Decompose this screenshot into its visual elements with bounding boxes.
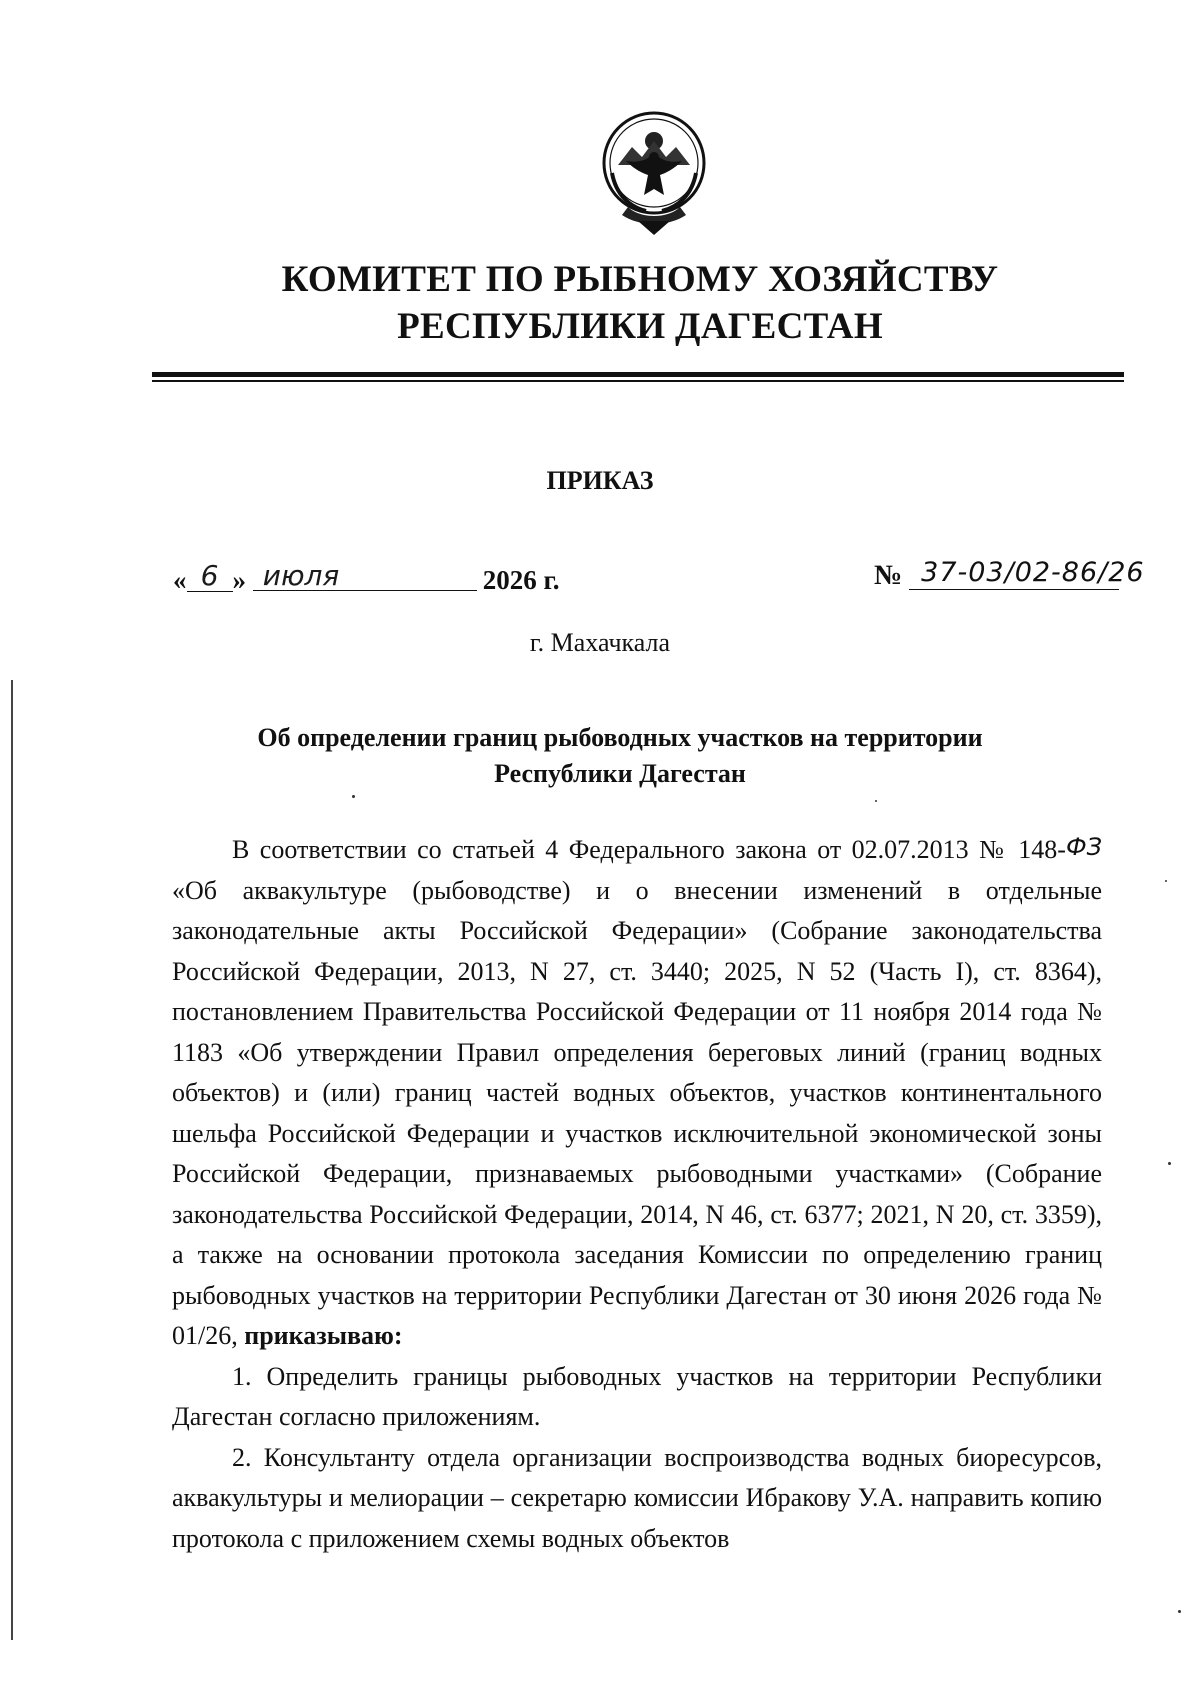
subject-line2: Республики Дагестан (494, 759, 746, 788)
document-subject (180, 720, 1060, 792)
date-open-quote: « (173, 565, 187, 595)
document-body (172, 830, 1102, 1559)
subject-line1: Об определении границ рыбоводных участков на территории (257, 723, 983, 752)
date-day-handwritten: 6 (200, 559, 219, 592)
scan-speck (875, 800, 877, 802)
number-handwritten: 37-03/02-86/26 (921, 557, 1145, 588)
number-field (909, 557, 1145, 590)
preamble-handwritten-fz: ФЗ (1065, 833, 1102, 861)
scan-speck (352, 795, 355, 798)
preamble-text-rest: «Об аквакультуре (рыбоводстве) и о внесении изменений в отдельные законодательные акты Российской Федерации» (Собрание законодательства Российской Федерации, 2013, N 27, ст. 3440; 2025, N 52 (Часть I), ст. 8364), постановлением Правительства Российской Федерации от 11 ноября 2014 года № 1183 «Об утверждении Правил определения береговых линий (границ водных объектов) и (или) границ частей водных объектов, участков континентального шельфа Российской Федерации и участков исключительной экономической зоны Российской Федерации, признаваемых рыбоводными участками» (Собрание законодательства Российской Федерации, 2014, N 46, ст. 6377; 2021, N 20, ст. 3359), а также на основании протокола заседания Комиссии по определению границ рыбоводных участков на территории Республики Дагестан от 30 июня 2026 года № 01/26, (172, 875, 1102, 1350)
scan-speck (1178, 1610, 1181, 1613)
date-day-field (187, 559, 233, 592)
date-close-quote: » (232, 565, 246, 595)
date-month-field (253, 559, 477, 592)
number-prefix: № (874, 560, 903, 591)
document-number (874, 557, 1145, 592)
coat-of-arms-emblem (598, 103, 710, 239)
body-item-2: 2. Консультанту отдела организации воспроизводства водных биоресурсов, аквакультуры и мелиорации – секретарю комиссии Ибракову У.А. направить копию протокола с приложением схемы водных объектов (172, 1442, 1102, 1553)
document-date (173, 559, 560, 596)
date-month-handwritten: июля (262, 559, 340, 592)
preamble-text: В соответствии со статьей 4 Федерального закона от 02.07.2013 № 148- (232, 835, 1066, 864)
header-rule-thin (152, 380, 1124, 382)
organization-name-line1: КОМИТЕТ ПО РЫБНОМУ ХОЗЯЙСТВУ (281, 259, 999, 300)
city: г. Махачкала (529, 628, 671, 657)
scan-speck (1165, 880, 1167, 882)
preamble-colon: : (393, 1321, 403, 1350)
body-paragraph-preamble (172, 830, 1102, 1357)
organization-name-line2: РЕСПУБЛИКИ ДАГЕСТАН (397, 306, 883, 347)
date-year: 2026 г. (482, 565, 560, 595)
header-rule-thick (152, 372, 1124, 377)
preamble-order-word: приказываю (244, 1321, 394, 1350)
scan-speck (1168, 1162, 1171, 1165)
body-item-1: 1. Определить границы рыбоводных участков на территории Республики Дагестан согласно приложениям. (172, 1361, 1102, 1431)
document-type: ПРИКАЗ (546, 466, 654, 495)
scan-edge-line (11, 680, 13, 1640)
